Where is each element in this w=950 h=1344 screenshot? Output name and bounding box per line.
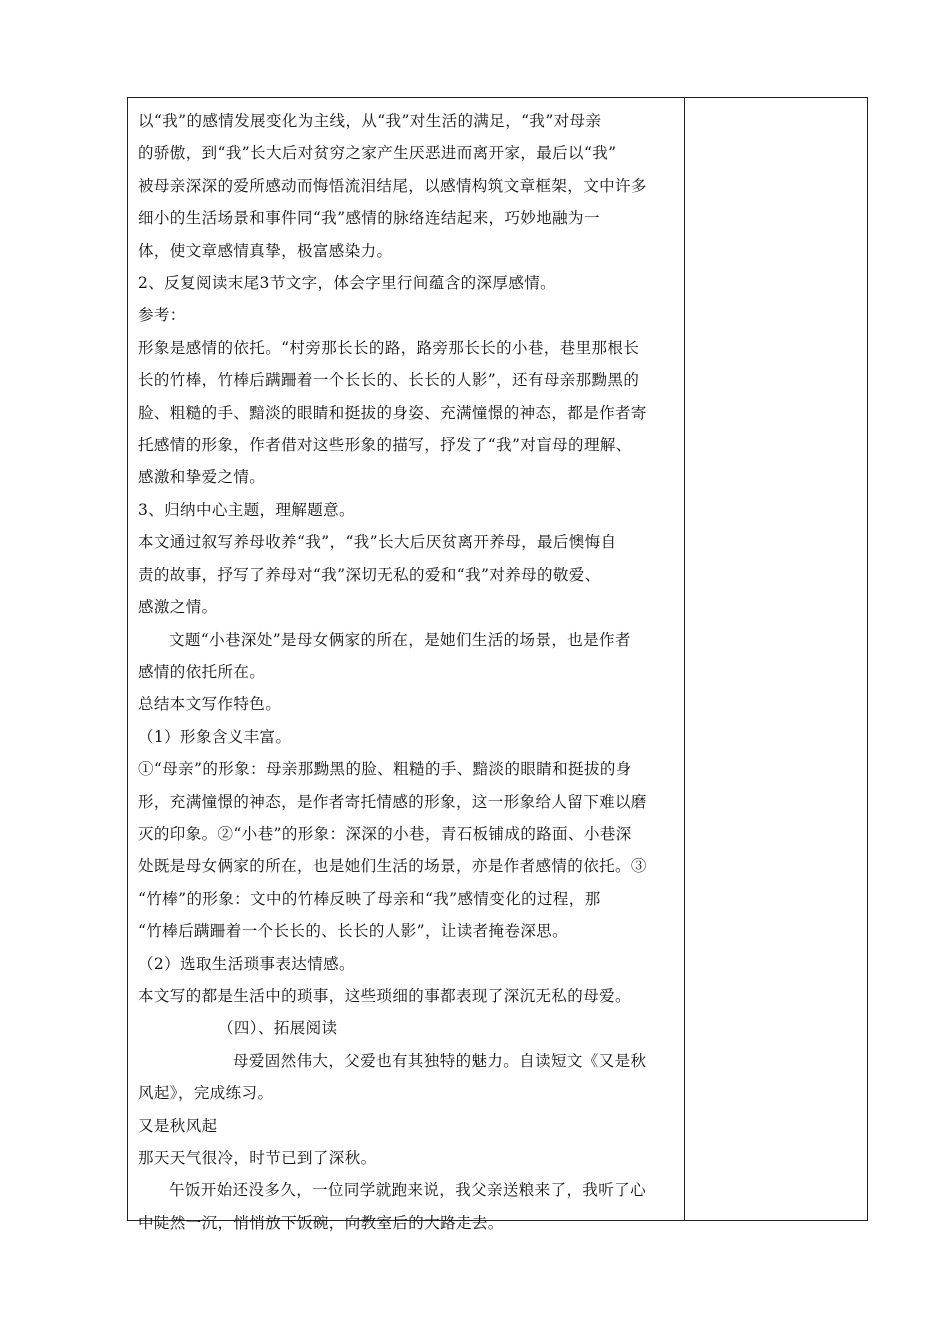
text-line: 本文通过叙写养母收养“我”，“我”长大后厌贫离开养母，最后懊悔自 — [138, 533, 617, 552]
document-table — [127, 97, 868, 1232]
text-line: （1）形象含义丰富。 — [138, 727, 292, 746]
text-line: 细小的生活场景和事件同“我”感情的脉络连结起来，巧妙地融为一 — [138, 209, 600, 228]
text-line: 以“我”的感情发展变化为主线，从“我”对生活的满足，“我”对母亲 — [138, 112, 602, 130]
text-line: （2）选取生活琐事表达情感。 — [138, 954, 355, 973]
text-line: 被母亲深深的爱所感动而悔悟流泪结尾，以感情构筑文章框架，文中许多 — [138, 176, 647, 195]
text-line: 那天天气很冷，时节已到了深秋。 — [138, 1149, 377, 1167]
text-line: 长的竹棒，竹棒后蹒跚着一个长长的、长长的人影”，还有母亲那黝黑的 — [138, 371, 640, 390]
text-line: 感激和挚爱之情。 — [138, 468, 266, 487]
text-line: 2、反复阅读末尾3节文字，体会字里行间蕴含的深厚感情。 — [138, 274, 557, 293]
text-line: 文题“小巷深处”是母女俩家的所在，是她们生活的场景，也是作者 — [169, 630, 631, 649]
text-line: 参考： — [138, 306, 186, 325]
text-line: “竹棒”的形象：文中的竹棒反映了母亲和“我”感情变化的过程，那 — [138, 889, 601, 908]
text-line: 风起》，完成练习。 — [138, 1084, 274, 1103]
text-line: 托感情的形象，作者借对这些形象的描写，抒发了“我”对盲母的理解、 — [138, 436, 632, 455]
text-line: 感激之情。 — [138, 598, 218, 617]
text-line: 母爱固然伟大，父爱也有其独特的魅力。自读短文《又是秋 — [233, 1051, 647, 1070]
text-line: 又是秋风起 — [138, 1116, 218, 1135]
text-line: ①“母亲”的形象：母亲那黝黑的脸、粗糙的手、黯淡的眼睛和挺拔的身 — [138, 760, 632, 779]
notes-cell — [685, 98, 867, 1220]
text-line: 总结本文写作特色。 — [138, 695, 282, 714]
text-line: 午饭开始还没多久，一位同学就跑来说，我父亲送粮来了，我听了心 — [169, 1181, 647, 1200]
text-line: “竹棒后蹒跚着一个长长的、长长的人影”，让读者掩卷深思。 — [138, 922, 569, 941]
text-line: 责的故事，抒写了养母对“我”深切无私的爱和“我”对养母的敬爱、 — [138, 565, 601, 584]
text-line: 形象是感情的依托。“村旁那长长的路，路旁那长长的小巷，巷里那根长 — [138, 338, 640, 357]
text-line: 脸、粗糙的手、黯淡的眼睛和挺拔的身姿、充满憧憬的神态，都是作者寄 — [138, 403, 647, 422]
text-line: 灭的印象。②“小巷”的形象：深深的小巷，青石板铺成的路面、小巷深 — [138, 824, 632, 843]
text-line: 本文写的都是生活中的琐事，这些琐细的事都表现了深沉无私的母爱。 — [138, 986, 631, 1005]
text-line: 体，使文章感情真挚，极富感染力。 — [138, 241, 393, 260]
text-line: （四）、拓展阅读 — [218, 1019, 338, 1038]
text-line: 形，充满憧憬的神态，是作者寄托情感的形象，这一形象给人留下难以磨 — [138, 792, 647, 811]
text-line: 3、归纳中心主题，理解题意。 — [138, 500, 355, 519]
content-cell — [128, 98, 685, 1232]
text-line: 感情的依托所在。 — [138, 662, 266, 681]
text-line: 处既是母女俩家的所在，也是她们生活的场景，亦是作者感情的依托。③ — [138, 857, 647, 876]
text-line: 的骄傲，到“我”长大后对贫穷之家产生厌恶进而离开家，最后以“我” — [138, 144, 617, 163]
text-line: 中陡然一沉，悄悄放下饭碗，向教室后的大路走去。 — [138, 1213, 504, 1232]
